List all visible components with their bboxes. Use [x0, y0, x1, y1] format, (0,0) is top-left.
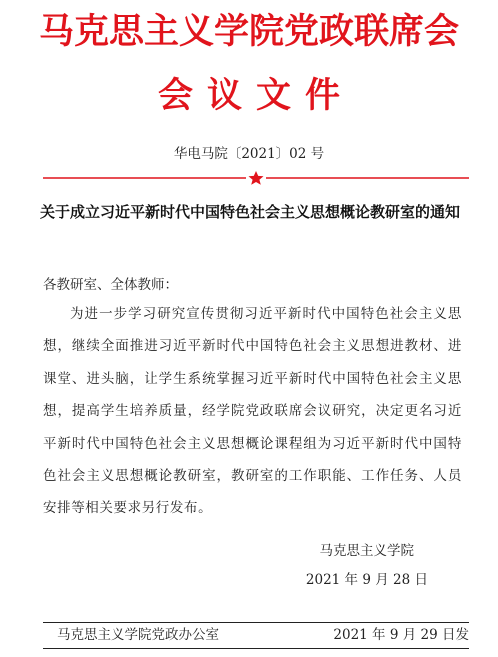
footer-rule-bottom — [43, 648, 469, 649]
footer-issue-date: 2021 年 9 月 29 日发 — [333, 627, 469, 643]
star-icon — [249, 171, 264, 185]
salutation: 各教研室、全体教师： — [43, 277, 178, 293]
notice-body: 为进一步学习研究宣传贯彻习近平新时代中国特色社会主义思想，继续全面推进习近平新时代中国特色社会主义思想进教材、进课堂、进头脑，让学生系统掌握习近平新时代中国特色社会主义思想，提高学生培养质量，经学院党政联席会议研究，决定更名习近平新时代中国特色社会主义思想概论课程组为习近平新时代中国特色社会主义思想概论教研室，教研室的工作职能、工作任务、人员安排等相关要求另行发布。 — [43, 306, 462, 517]
signature-date: 2021 年 9 月 28 日 — [305, 572, 428, 588]
notice-title: 关于成立习近平新时代中国特色社会主义思想概论教研室的通知 — [40, 203, 461, 221]
signature-organization: 马克思主义学院 — [319, 543, 414, 559]
document-number: 华电马院〔2021〕02 号 — [173, 146, 325, 162]
header-title-line2: 会议文件 — [157, 76, 354, 116]
red-divider — [43, 171, 469, 185]
footer-issuer: 马克思主义学院党政办公室 — [57, 627, 219, 643]
header-title-line1: 马克思主义学院党政联席会 — [38, 12, 459, 52]
footer-rule-top — [43, 622, 469, 623]
